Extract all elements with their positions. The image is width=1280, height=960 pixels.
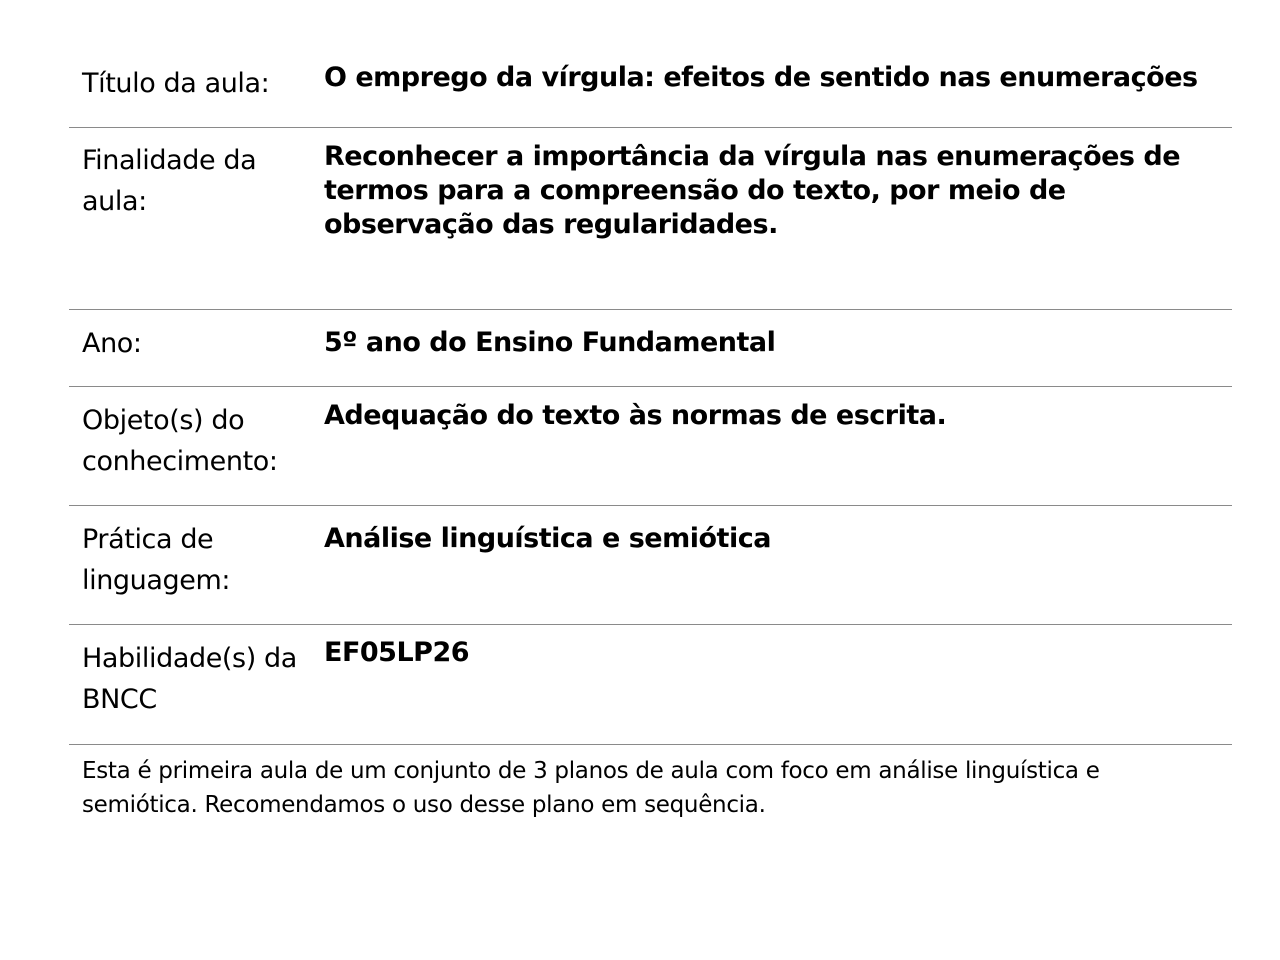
row-ano [69,310,1232,387]
lesson-plan-table [69,48,1232,822]
sequence-note: Esta é primeira aula de um conjunto de 3 planos de aula com foco em análise linguística e semiótica. Recomendamos o uso desse plano em sequência. [82,758,1100,818]
row-titulo [69,48,1232,128]
row-value: 5º ano do Ensino Fundamental [324,327,776,358]
row-label: Ano: [82,328,142,359]
row-value: EF05LP26 [324,637,470,668]
row-finalidade [69,128,1232,310]
row-value: O emprego da vírgula: efeitos de sentido nas enumerações [324,62,1198,93]
row-label: Habilidade(s) da BNCC [82,643,297,715]
row-pratica [69,506,1232,625]
row-label: Prática de linguagem: [82,524,231,596]
row-value: Reconhecer a importância da vírgula nas enumerações de termos para a compreensão do texto, por meio de observação das regularidades. [324,141,1181,240]
row-label: Finalidade da aula: [82,145,257,217]
row-objeto [69,387,1232,506]
row-label: Título da aula: [82,68,270,99]
row-value: Análise linguística e semiótica [324,523,771,554]
row-habilidade [69,625,1232,745]
row-value: Adequação do texto às normas de escrita. [324,400,947,431]
row-label: Objeto(s) do conhecimento: [82,405,278,477]
